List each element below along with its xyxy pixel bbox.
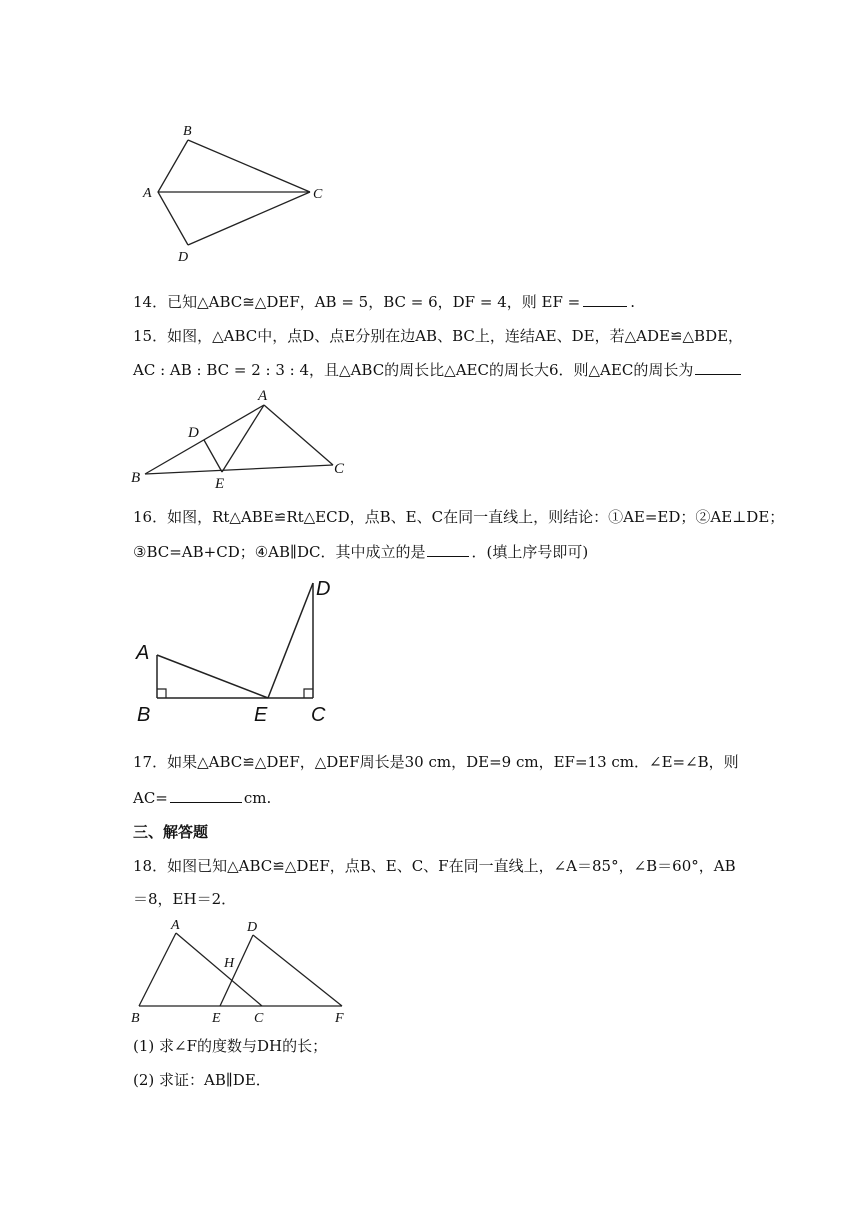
q14-end: . (630, 293, 635, 311)
q17-answer-blank[interactable] (170, 787, 242, 803)
label-c: C (311, 704, 326, 726)
question-15-line1: 15．如图，△ABC中，点D、点E分别在边AB、BC上，连结AE、DE，若△ADE≌△BDE， (133, 327, 744, 345)
question-16-line1: 16．如图，Rt△ABE≌Rt△ECD，点B、E、C在同一直线上，则结论：①AE=ED；②AE⊥DE； (133, 508, 785, 526)
q16-text-end: ．(填上序号即可) (471, 543, 589, 561)
label-a: A (258, 388, 268, 404)
label-b: B (131, 1011, 140, 1026)
label-c: C (313, 187, 323, 202)
label-d: D (316, 578, 331, 600)
label-a: A (143, 186, 152, 201)
q15-text: AC : AB : BC = 2 : 3 : 4，且△ABC的周长比△AEC的周长大6．则△AEC的周长为 (133, 361, 694, 379)
q16-answer-blank[interactable] (427, 541, 469, 557)
label-d: D (178, 250, 189, 265)
label-h: H (224, 956, 235, 971)
label-c: C (254, 1011, 264, 1026)
question-17-line1: 17．如果△ABC≌△DEF，△DEF周长是30 cm，DE=9 cm，EF=13 cm．∠E=∠B，则 (133, 753, 739, 771)
q14-answer-blank[interactable] (583, 291, 627, 307)
label-b: B (137, 704, 151, 726)
question-18-line1: 18．如图已知△ABC≌△DEF，点B、E、C、F在同一直线上，∠A＝85°，∠B＝60°，AB (133, 857, 736, 875)
figure-q16 (130, 573, 350, 728)
question-15-line2 (133, 359, 741, 380)
label-e: E (254, 704, 268, 726)
q14-text: 14．已知△ABC≅△DEF，AB = 5，BC = 6，DF = 4，则 EF = (133, 293, 581, 311)
question-16-line2 (133, 541, 588, 562)
q17-unit: cm. (243, 789, 272, 807)
q17-text: AC= (133, 789, 168, 807)
figure-q18 (128, 916, 358, 1028)
question-17-line2 (133, 787, 271, 808)
label-e: E (215, 476, 225, 492)
label-a: A (171, 918, 180, 933)
label-b: B (131, 470, 141, 486)
q16-text: ③BC=AB+CD；④AB∥DC．其中成立的是 (133, 543, 426, 561)
label-a: A (136, 642, 150, 664)
figure-q15 (128, 385, 368, 495)
label-f: F (335, 1011, 344, 1026)
question-18-part2: (2) 求证：AB∥DE． (133, 1071, 271, 1089)
label-d: D (247, 920, 258, 935)
q15-answer-blank[interactable] (695, 359, 741, 375)
section-title: 三、解答题 (133, 823, 209, 841)
label-e: E (212, 1011, 221, 1026)
label-b: B (183, 124, 192, 139)
label-d: D (188, 425, 199, 441)
label-c: C (334, 461, 345, 477)
question-14 (133, 291, 635, 312)
figure-q13 (140, 120, 340, 265)
question-18-line2: ＝8，EH＝2． (133, 890, 237, 908)
question-18-part1: (1) 求∠F的度数与DH的长； (133, 1037, 328, 1055)
